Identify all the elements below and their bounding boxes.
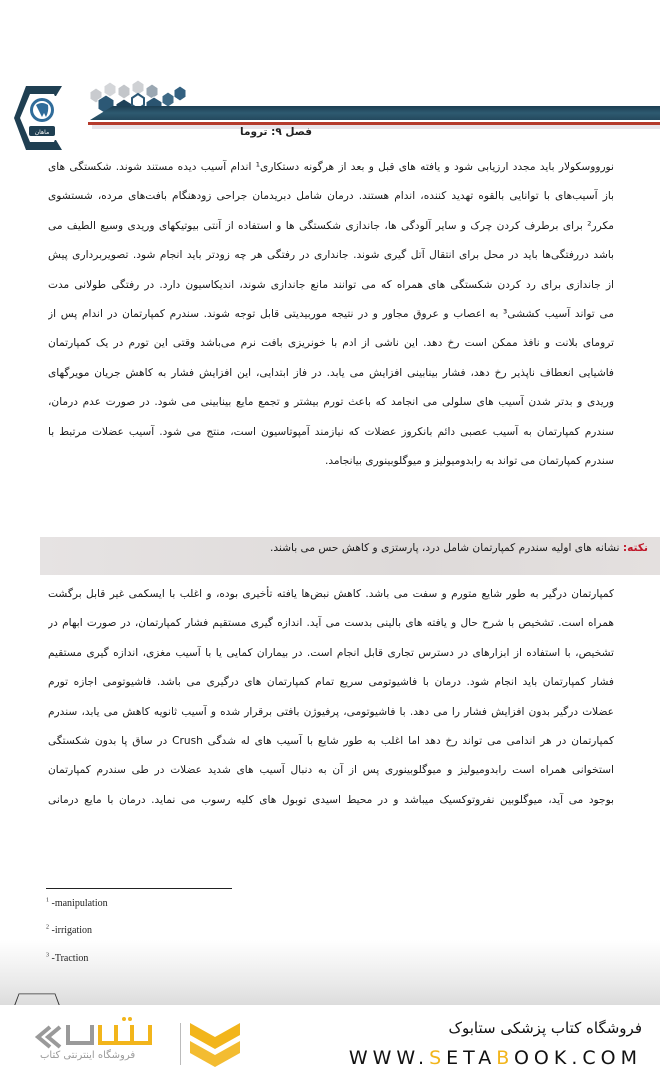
- footnote-2: [46, 925, 92, 936]
- note-text: [270, 542, 648, 554]
- text-line: همراه است. تشخیص با شرح حال و یافته های بالینی بدست می آید. اندازه گیری مستقیم فشار کمپارتمان، در صورت ابهام در: [48, 617, 614, 630]
- note-body: نشانه های اولیه سندرم کمپارتمان شامل درد، پارستزی و کاهش حس می باشند.: [269, 542, 623, 554]
- footnote-text: -manipulation: [51, 898, 108, 909]
- body-paragraph-1: [48, 153, 614, 476]
- text-line: کمپارتمان در هر اندامی می تواند رخ دهد اما اغلب به طور شایع با آسیب های له شدگی Crush در ساق پا بدون شکستگی: [48, 735, 614, 748]
- store-name: فروشگاه کتاب پزشکی ستابوک: [448, 1019, 642, 1037]
- body-paragraph-2: [48, 580, 614, 815]
- note-box: [40, 537, 660, 575]
- text-line: می تواند آسیب کششی³ به اعصاب و عروق مجاور و در نتیجه موربیدیتی قابل توجه شوند. سندرم کمپارتمان در اندام پس از: [48, 308, 614, 321]
- chapter-title: فصل ۹: تروما: [240, 126, 312, 138]
- footnote-1: [46, 898, 108, 909]
- footnote-text: -irrigation: [51, 925, 93, 936]
- svg-text:ماهان: ماهان: [34, 129, 50, 136]
- url-part: OOK.COM: [513, 1047, 642, 1069]
- text-line: سندرم کمپارتمان به آسیب عصبی دائم بانکروز عضلات که نیازمند آمپوتاسیون است، منتج می شود. آسیب عضلات مرتبط با: [48, 425, 614, 438]
- url-part: WWW.: [348, 1047, 430, 1069]
- text-line: باشد دررفتگی‌ها باید در محل برای انتقال آتل گیری شوند. جانداری در رفتگی هر چه زودتر باید انجام شود. تصویربرداری پیش: [48, 249, 614, 262]
- text-line: استخوانی همراه است رابدومیولیز و میوگلوبینوری پس از آن به دنبال آسیب های شدید عضلات در طی سندرم کمپارتمان: [48, 764, 614, 777]
- footnote-number: 1: [46, 897, 49, 904]
- text-line: بوجود می آید، میوگلوبین نفروتوکسیک میباشد و در محیط اسیدی توبول های کلیه رسوب می نماید. درمان با مایع درمانی: [48, 793, 614, 806]
- footnote-number: 3: [46, 952, 49, 959]
- text-line: باز آسیب‌های با توانایی بالقوه تهدید کننده، اندام هستند. درمان شامل دبریدمان جراحی زودهنگام بافت‌های مرده، شستشوی: [48, 190, 614, 203]
- url-accent: S: [429, 1047, 447, 1069]
- text-line: ترومای بلانت و نافذ ممکن است رخ دهد. این ناشی از ادم با خونریزی بافت نرم می‌باشد وقتی این تورم در یک کمپارتمان: [48, 337, 614, 350]
- text-line: کمپارتمان درگیر به طور شایع متورم و سفت می باشد. کاهش نبض‌ها یافته تأخیری بوده، و اغلب با ایسکمی غیر قابل برگشت: [48, 588, 614, 600]
- text-line: سندرم کمپارتمان می تواند به رابدومیولیز و میوگلوبینوری بیانجامد.: [324, 455, 614, 468]
- setabook-logo-icon: [30, 1015, 260, 1075]
- brand-subtitle: فروشگاه اینترنتی کتاب: [40, 1050, 136, 1061]
- footnote-number: 2: [46, 924, 49, 931]
- header-bar: [90, 106, 660, 120]
- text-line: نورووسکولار باید مجدد ارزیابی شود و یافته های قبل و بعد از هرگونه دستکاری¹ اندام آسیب دیده مستند شوند. شکستگی های: [48, 161, 614, 173]
- text-line: تشخیص، با استفاده از ابزارهای در دسترس تجاری قابل انجام است. در بیماران کمایی یا با آسیب مغزی، اندازه گیری مستقیم: [48, 646, 614, 659]
- footnote-divider: [46, 888, 232, 889]
- text-line: مکرر² برای برطرف کردن چرک و سایر آلودگی ها، جاندازی شکستگی ها و استفاده از آنتی بیوتیکهای وریدی وسیع الطیف می: [48, 219, 614, 232]
- note-label: نکته:: [622, 542, 648, 554]
- store-url-link[interactable]: [349, 1047, 642, 1069]
- footnote-text: -Traction: [51, 953, 89, 964]
- url-part: ETA: [446, 1047, 497, 1069]
- text-line: عضلات درگیر بدون افزایش فشار را می دهد. با فاشیوتومی، پرفیوژن بافتی برقرار شده و آسیب ثانویه کاهش می یابد، سندرم: [48, 705, 614, 718]
- page-header: [0, 78, 660, 158]
- url-accent: B: [496, 1047, 514, 1069]
- text-line: وریدی و بدتر شدن آسیب های سلولی می انجامد که باعث تورم بیشتر و تجمع مایع بینابینی می شود. در صورت عدم درمان،: [48, 396, 614, 409]
- logo-divider: [180, 1023, 181, 1065]
- header-light-line: [92, 125, 660, 129]
- publisher-logo-icon: [12, 84, 72, 152]
- text-line: فاشیایی انعطاف ناپذیر رخ دهد، فشار بینابینی افزایش می یابد. در فاز ابتدایی، این افزایش فشار به کاهش جریان مویرگهای: [48, 366, 614, 379]
- text-line: از جاندازی برای رد کردن شکستگی های همراه که می توانند مانع جاندازی شوند، اندیکاسیون دارد. در رفتگی طولانی مدت: [48, 278, 614, 291]
- store-footer: [0, 1005, 660, 1080]
- text-line: فشار کمپارتمان باید انجام شود. درمان با فاشیوتومی سریع تمام کمپارتمان های درگیری می باشد. فاشیوتومی اجازه تورم: [48, 676, 614, 689]
- footnote-3: [46, 953, 88, 964]
